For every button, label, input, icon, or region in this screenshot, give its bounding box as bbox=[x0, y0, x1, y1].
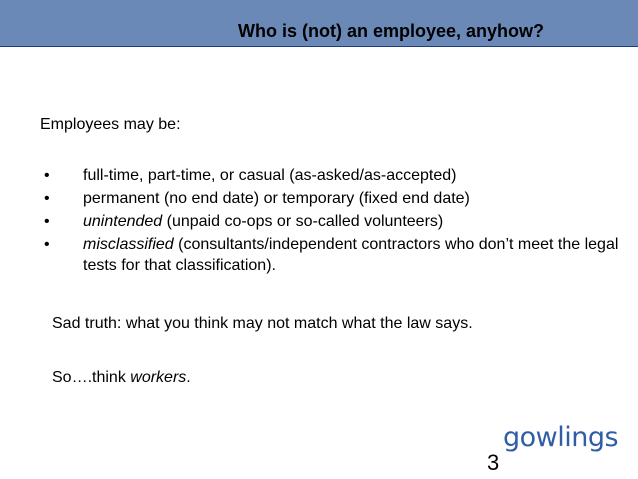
bullet-icon: • bbox=[44, 167, 50, 184]
think-workers-text bbox=[52, 369, 191, 387]
lead-text: Employees may be: bbox=[40, 116, 181, 133]
bullet-icon: • bbox=[44, 236, 50, 253]
title-bar bbox=[0, 0, 638, 47]
bullet-emphasis: unintended bbox=[83, 213, 163, 230]
bullet-emphasis: misclassified bbox=[83, 236, 174, 253]
slide-title: Who is (not) an employee, anyhow? bbox=[238, 21, 545, 41]
bullet-text: permanent (no end date) or temporary (fixed end date) bbox=[83, 190, 470, 207]
bullet-item bbox=[44, 211, 624, 232]
bullet-text: (unpaid co-ops or so-called volunteers) bbox=[162, 213, 444, 230]
page-number: 3 bbox=[487, 450, 500, 475]
bullet-icon: • bbox=[44, 213, 50, 230]
para2-suffix: . bbox=[186, 369, 191, 386]
bullet-text: full-time, part-time, or casual (as-asked/as-accepted) bbox=[83, 167, 457, 184]
bullet-icon: • bbox=[44, 190, 50, 207]
para2-emphasis: workers bbox=[130, 369, 187, 386]
para2-prefix: So….think bbox=[52, 369, 131, 386]
bullet-list bbox=[44, 165, 624, 278]
bullet-item bbox=[44, 234, 624, 276]
sad-truth-text: Sad truth: what you think may not match what the law says. bbox=[52, 315, 473, 332]
bullet-item bbox=[44, 188, 624, 209]
bullet-item bbox=[44, 165, 624, 186]
bullet-text: (consultants/independent contractors who don’t meet the legal tests for that classification). bbox=[83, 236, 619, 274]
gowlings-logo: gowlings bbox=[503, 422, 619, 453]
